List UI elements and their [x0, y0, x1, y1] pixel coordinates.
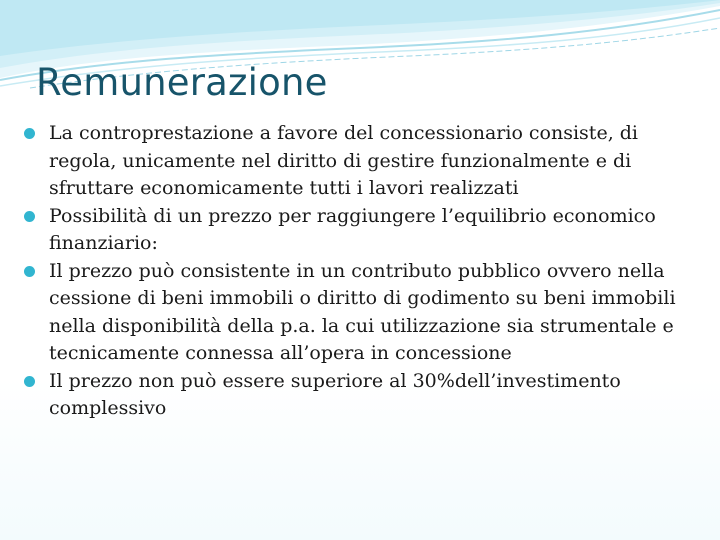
bullet-item	[23, 203, 703, 258]
circle-bullet-icon	[24, 128, 35, 139]
circle-bullet-icon	[24, 211, 35, 222]
bullet-text: Il prezzo non può essere superiore al 30%dell’investimento complessivo	[49, 369, 621, 419]
bullet-text: La controprestazione a favore del concessionario consiste, di regola, unicamente nel diritto di gestire funzionalmente e di sfruttare economicamente tutti i lavori realizzati	[49, 122, 639, 199]
circle-bullet-icon	[24, 376, 35, 387]
bullet-text: Possibilità di un prezzo per raggiungere l’equilibrio economico finanziario:	[49, 204, 656, 254]
bullet-list	[23, 120, 703, 423]
bullet-text: Il prezzo può consistente in un contributo pubblico ovvero nella cessione di beni immobili o diritto di godimento su beni immobili nella disponibilità della p.a. la cui utilizzazione sia strumentale e tecnicamente connessa all’opera in concessione	[49, 259, 676, 364]
bullet-item	[23, 368, 703, 423]
bullet-item	[23, 120, 703, 203]
circle-bullet-icon	[24, 266, 35, 277]
bullet-item	[23, 258, 703, 368]
slide-title: Remunerazione	[36, 61, 328, 104]
